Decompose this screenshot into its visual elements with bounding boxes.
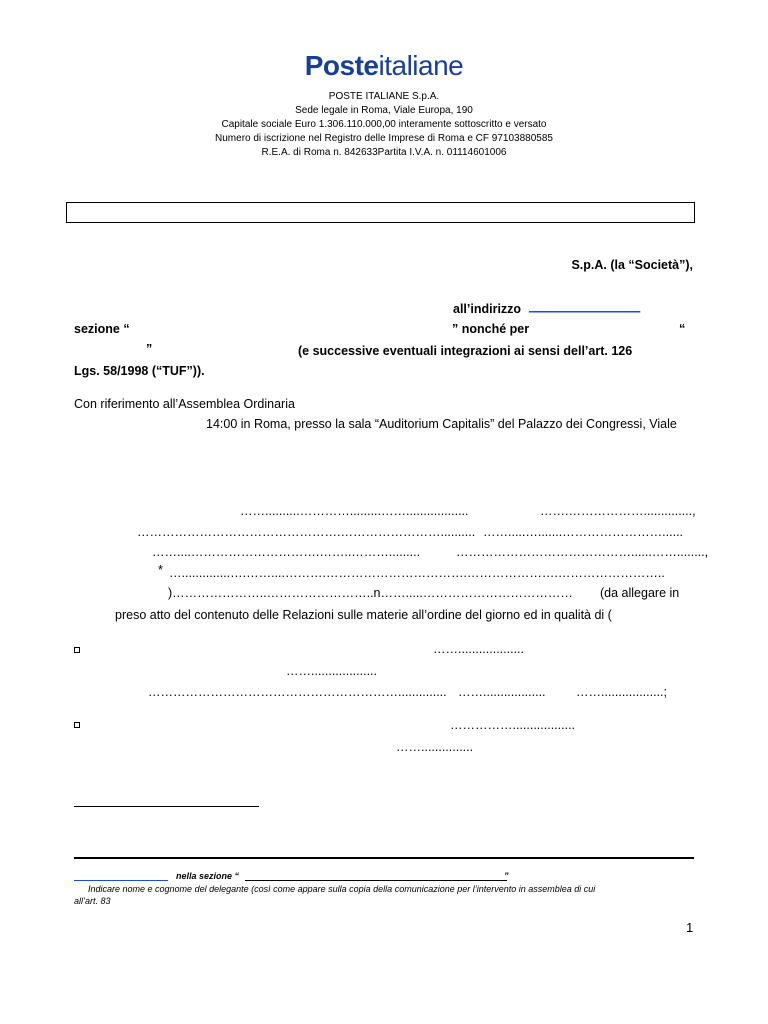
footnote-sezione-rule: [245, 880, 507, 881]
poste-italiane-logo: [0, 50, 768, 82]
share-capital: Capitale sociale Euro 1.306.110.000,00 interamente sottoscritto e versato: [221, 119, 547, 130]
fill-line[interactable]: ……………………………………………………..............: [148, 685, 447, 699]
page-number: 1: [686, 920, 694, 935]
spa-line: S.p.A. (la “Società”),: [571, 258, 693, 272]
fill-line[interactable]: ……....………………………….……..……….........: [152, 545, 421, 559]
preso-atto-text: preso atto del contenuto delle Relazioni sulle materie all’ordine del giorno ed in qualità di (: [115, 608, 612, 622]
logo-bold-part: Poste: [304, 50, 379, 81]
fill-line[interactable]: ……...................: [433, 642, 524, 656]
nonche-per: ” nonché per: [452, 322, 530, 336]
company-name: POSTE ITALIANE S.p.A.: [328, 91, 440, 102]
fill-line[interactable]: ……………..................: [450, 718, 576, 732]
fill-line[interactable]: ……..........………….........……..................: [240, 504, 469, 518]
da-allegare-text: (da allegare in: [600, 586, 680, 600]
fill-line[interactable]: ……..................;: [576, 685, 667, 699]
fill-line[interactable]: ……...............: [396, 740, 474, 754]
registry-number: Numero di iscrizione nel Registro delle Imprese di Roma e CF 97103880585: [215, 133, 553, 144]
open-quote: “: [679, 322, 686, 336]
rea-vat: R.E.A. di Roma n. 842633Partita I.V.A. n. 01114601006: [261, 147, 507, 158]
indirizzo-label: all’indirizzo: [453, 302, 522, 316]
fill-line[interactable]: ……...................: [286, 664, 377, 678]
lgs-text: Lgs. 58/1998 (“TUF”)).: [74, 364, 205, 378]
fill-line[interactable]: ………………………………………….……………………..........: [137, 525, 476, 539]
option-2-checkbox[interactable]: [74, 722, 80, 728]
roma-line: 14:00 in Roma, presso la sala “Auditorium Capitalis” del Palazzo dei Congressi, Viale: [206, 417, 677, 431]
indirizzo-link[interactable]: ________________: [529, 299, 641, 313]
footnote-link-rule: [74, 880, 168, 881]
fill-line[interactable]: )…………………..……………………..n…….....………………………………: [168, 586, 573, 600]
fill-line[interactable]: …….………………..............,: [540, 504, 696, 518]
integrazioni-text: (e successive eventuali integrazioni ai sensi dell’art. 126: [298, 344, 633, 358]
asterisk-mark: *: [158, 563, 163, 577]
footnote-note-line1: Indicare nome e cognome del delegante (così come appare sulla copia della comunicazione per l’intervento in assemblea di cui: [88, 884, 596, 894]
sezione-open: sezione “: [74, 322, 130, 336]
footnote-sezione-label: nella sezione “: [176, 871, 240, 881]
close-quote: ”: [146, 342, 153, 356]
option-1-checkbox[interactable]: [74, 647, 80, 653]
registered-office: Sede legale in Roma, Viale Europa, 190: [295, 105, 473, 116]
footnote-separator: [74, 806, 259, 807]
footnote-note-line2: all’art. 83: [74, 896, 111, 906]
logo-regular-part: italiane: [378, 50, 464, 81]
fill-line[interactable]: …….....….......……………………......: [483, 525, 684, 539]
fill-line[interactable]: …..............….……....……….…………………………….………………….……………………..: [169, 566, 665, 580]
footnote-sezione-close: ”: [504, 871, 509, 881]
fill-line[interactable]: ……………………………………......……........,: [456, 545, 709, 559]
form-title-box: [66, 202, 695, 223]
fill-line[interactable]: ……..................: [458, 685, 546, 699]
assemblea-text: Con riferimento all’Assemblea Ordinaria: [74, 397, 295, 411]
footnote-top-rule: [74, 857, 694, 859]
